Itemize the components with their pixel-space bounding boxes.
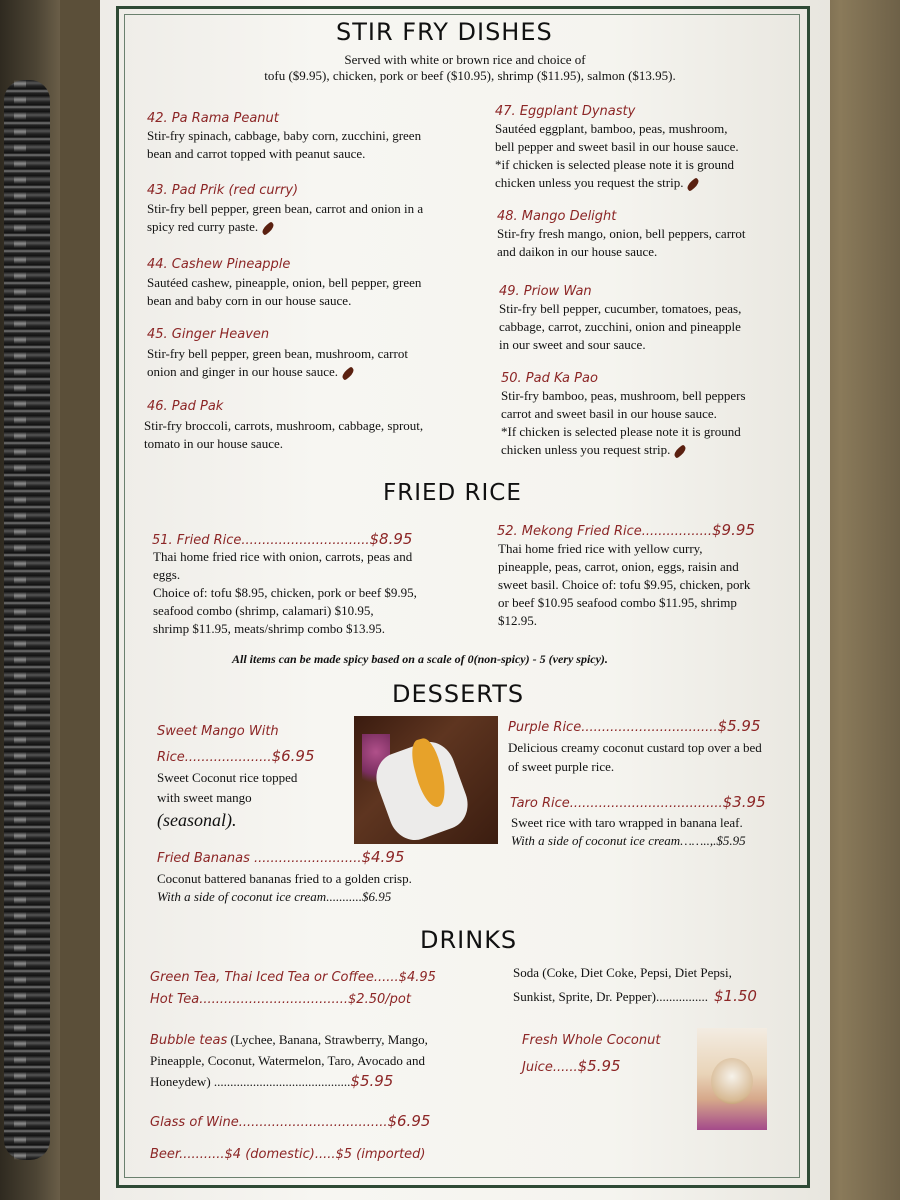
dessert-price-mango: $6.95 — [271, 747, 315, 765]
item-title-50: 50. Pad Ka Pao — [501, 371, 598, 386]
item-desc-line: Stir-fry bamboo, peas, mushroom, bell peppers — [501, 388, 746, 403]
dessert-title-bananas-name: Fried Bananas .......................... — [157, 851, 362, 866]
seasonal-note: (seasonal). — [157, 810, 237, 830]
item-desc-line: cabbage, carrot, zucchini, onion and pineapple — [499, 319, 741, 334]
item-title-51-name: 51. Fried Rice............................... — [152, 533, 370, 548]
item-desc-line: Sweet rice with taro wrapped in banana leaf. — [511, 815, 743, 830]
dessert-desc-taro — [511, 814, 746, 850]
chili-pepper-icon — [340, 366, 355, 380]
item-desc-line: chicken unless you request the strip. — [495, 175, 684, 190]
item-title-44: 44. Cashew Pineapple — [147, 257, 291, 272]
dessert-title-purple-rice — [508, 717, 761, 735]
item-title-52-name: 52. Mekong Fried Rice................. — [497, 524, 712, 539]
item-title-52 — [497, 521, 755, 539]
item-title-48: 48. Mango Delight — [497, 209, 617, 224]
chili-pepper-icon — [261, 221, 276, 235]
mango-sticky-rice-photo — [354, 716, 498, 844]
item-desc-line: Sunkist, Sprite, Dr. Pepper)................ — [513, 989, 708, 1004]
item-desc-line: Stir-fry broccoli, carrots, mushroom, cabbage, sprout, — [144, 418, 424, 433]
item-desc-line: bean and carrot topped with peanut sauce. — [147, 146, 366, 161]
item-desc-line: *If chicken is selected please note it is ground — [501, 424, 741, 439]
item-desc-52 — [498, 540, 750, 630]
dessert-title-mango-line2 — [157, 747, 315, 765]
item-desc-line: Sautéed eggplant, bamboo, peas, mushroom, — [495, 121, 728, 136]
item-desc-line: With a side of coconut ice cream……..,.$5.95 — [511, 833, 746, 848]
item-desc-line: Stir-fry fresh mango, onion, bell peppers, carrot — [497, 226, 746, 241]
item-desc-44 — [147, 274, 421, 310]
drink-wine — [150, 1112, 430, 1130]
item-desc-line: $12.95. — [498, 613, 537, 628]
item-desc-line: pineapple, peas, carrot, onion, eggs, raisin and — [498, 559, 739, 574]
stir-fry-subtitle-1: Served with white or brown rice and choice of — [344, 52, 586, 67]
dessert-title-mango-dots: Rice..................... — [157, 750, 272, 765]
item-title-47: 47. Eggplant Dynasty — [495, 104, 636, 119]
item-desc-line: sweet basil. Choice of: tofu $9.95, chicken, pork — [498, 577, 751, 592]
desserts-heading: DESSERTS — [392, 680, 525, 708]
item-desc-43 — [147, 200, 423, 236]
item-desc-line: Stir-fry bell pepper, cucumber, tomatoes, peas, — [499, 301, 742, 316]
bubble-tea-price: $5.95 — [350, 1072, 394, 1090]
item-desc-line: carrot and sweet basil in our house sauce. — [501, 406, 717, 421]
spicy-scale-note: All items can be made spicy based on a scale of 0(non-spicy) - 5 (very spicy). — [232, 652, 608, 666]
item-desc-line: Choice of: tofu $8.95, chicken, pork or beef $9.95, — [153, 585, 417, 600]
dessert-title-bananas — [157, 848, 404, 866]
chili-pepper-icon — [673, 444, 688, 458]
item-price-52: $9.95 — [711, 521, 755, 539]
item-desc-line: or beef $10.95 seafood combo $11.95, shrimp — [498, 595, 737, 610]
bubble-tea-title: Bubble teas — [150, 1033, 228, 1048]
item-desc-line: of sweet purple rice. — [508, 759, 615, 774]
item-desc-line: Pineapple, Coconut, Watermelon, Taro, Avocado and — [150, 1053, 425, 1068]
item-desc-47 — [495, 120, 739, 192]
item-title-45: 45. Ginger Heaven — [147, 327, 270, 342]
item-title-49: 49. Priow Wan — [499, 284, 592, 299]
drink-coconut-price: $5.95 — [577, 1057, 621, 1075]
item-desc-line: Honeydew) .......................................... — [150, 1074, 351, 1089]
spiral-binding-gloss — [14, 80, 26, 1160]
item-desc-42 — [147, 127, 421, 163]
dessert-price-bananas: $4.95 — [361, 848, 405, 866]
drink-wine-price: $6.95 — [387, 1112, 431, 1130]
item-desc-line: tomato in our house sauce. — [144, 436, 283, 451]
drink-wine-name: Glass of Wine.................................... — [150, 1115, 388, 1130]
drink-coconut-title: Fresh Whole Coconut — [522, 1033, 661, 1048]
item-title-46: 46. Pad Pak — [147, 399, 224, 414]
item-desc-line: Delicious creamy coconut custard top over a bed — [508, 740, 762, 755]
item-desc-line: Thai home fried rice with yellow curry, — [498, 541, 703, 556]
item-desc-line: Coconut battered bananas fried to a golden crisp. — [157, 871, 412, 886]
item-title-51 — [152, 530, 412, 548]
drink-beer: Beer...........$4 (domestic).....$5 (imported) — [150, 1147, 426, 1162]
item-desc-line: bell pepper and sweet basil in our house sauce. — [495, 139, 739, 154]
item-desc-line: *if chicken is selected please note it is ground — [495, 157, 734, 172]
stir-fry-heading: STIR FRY DISHES — [336, 18, 553, 46]
item-title-42: 42. Pa Rama Peanut — [147, 111, 279, 126]
item-desc-49 — [499, 300, 741, 354]
item-desc-line: chicken unless you request strip. — [501, 442, 671, 457]
item-desc-51 — [153, 548, 417, 638]
dessert-desc-mango — [157, 768, 297, 830]
item-desc-line: shrimp $11.95, meats/shrimp combo $13.95. — [153, 621, 386, 636]
item-desc-line: Sweet Coconut rice topped — [157, 770, 298, 785]
item-title-43: 43. Pad Prik (red curry) — [147, 183, 299, 198]
item-desc-line: eggs. — [153, 567, 181, 582]
coconut-shape — [711, 1058, 753, 1104]
dessert-title-mango: Sweet Mango With — [157, 724, 279, 739]
dessert-desc-bananas — [157, 870, 412, 906]
item-desc-line: and daikon in our house sauce. — [497, 244, 658, 259]
fried-rice-heading: FRIED RICE — [383, 480, 522, 506]
dessert-title-taro-name: Taro Rice..................................... — [510, 796, 723, 811]
chili-pepper-icon — [686, 177, 701, 191]
item-desc-line: (Lychee, Banana, Strawberry, Mango, — [227, 1032, 428, 1047]
item-desc-line: With a side of coconut ice cream...........$6.95 — [157, 889, 392, 904]
item-desc-line: Sautéed cashew, pineapple, onion, bell pepper, green — [147, 275, 422, 290]
dessert-desc-purple — [508, 738, 762, 776]
dessert-title-taro-rice — [510, 793, 766, 811]
drink-hot-tea: Hot Tea....................................$2.50/pot — [150, 992, 411, 1007]
drinks-heading: DRINKS — [420, 926, 518, 954]
dessert-price-purple: $5.95 — [717, 717, 761, 735]
dessert-price-taro: $3.95 — [722, 793, 766, 811]
item-desc-48 — [497, 225, 745, 261]
stir-fry-subtitle-2: tofu ($9.95), chicken, pork or beef ($10.95), shrimp ($11.95), salmon ($13.95). — [264, 68, 676, 83]
item-price-51: $8.95 — [369, 530, 413, 548]
drink-coconut-line2 — [522, 1057, 621, 1075]
item-desc-line: Soda (Coke, Diet Coke, Pepsi, Diet Pepsi, — [513, 965, 732, 980]
item-desc-50 — [501, 387, 746, 459]
item-desc-line: spicy red curry paste. — [147, 219, 259, 234]
spiral-binding — [4, 80, 50, 1160]
item-desc-line: Stir-fry bell pepper, green bean, mushroom, carrot — [147, 346, 408, 361]
item-desc-line: bean and baby corn in our house sauce. — [147, 293, 352, 308]
item-desc-46 — [144, 417, 423, 453]
item-desc-line: Stir-fry bell pepper, green bean, carrot and onion in a — [147, 201, 424, 216]
item-desc-line: Thai home fried rice with onion, carrots, peas and — [153, 549, 413, 564]
item-desc-line: in our sweet and sour sauce. — [499, 337, 646, 352]
drink-soda — [513, 962, 757, 1008]
item-desc-line: with sweet mango — [157, 790, 252, 805]
drink-coconut-dots: Juice...... — [522, 1060, 578, 1075]
drink-green-tea: Green Tea, Thai Iced Tea or Coffee......$4.95 — [150, 970, 436, 985]
coconut-drink-photo — [697, 1028, 767, 1130]
item-desc-line: onion and ginger in our house sauce. — [147, 364, 338, 379]
item-desc-line: Stir-fry spinach, cabbage, baby corn, zucchini, green — [147, 128, 422, 143]
drink-bubble-teas — [150, 1030, 428, 1092]
soda-price: $1.50 — [714, 987, 757, 1005]
item-desc-45 — [147, 345, 408, 381]
item-desc-line: seafood combo (shrimp, calamari) $10.95, — [153, 603, 374, 618]
dessert-title-purple-name: Purple Rice................................. — [508, 720, 718, 735]
